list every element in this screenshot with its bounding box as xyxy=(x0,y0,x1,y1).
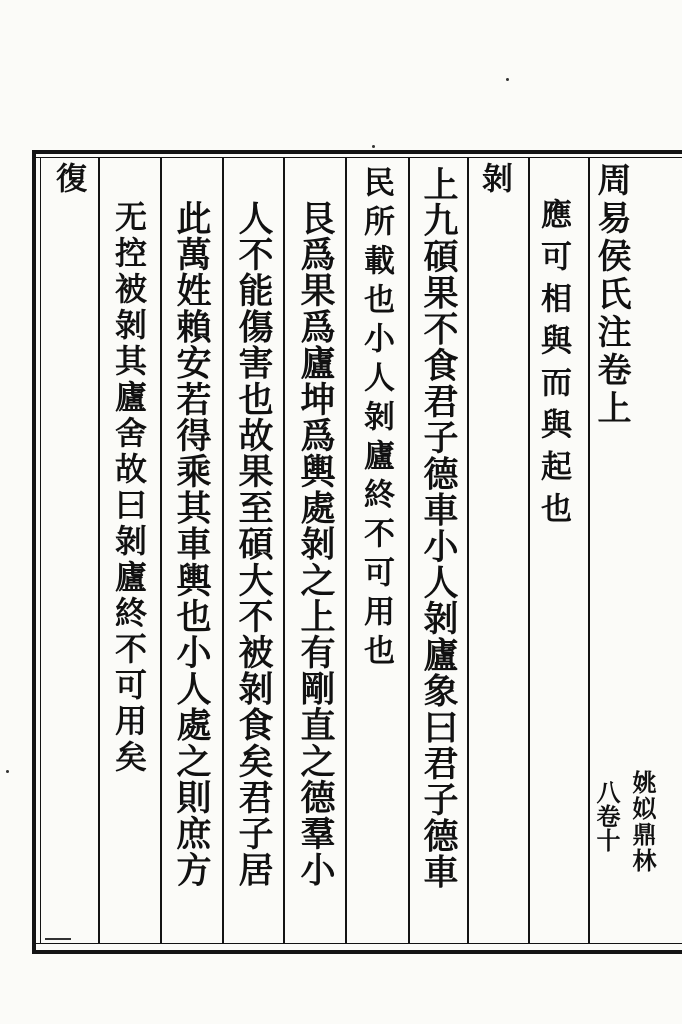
running-title: 周易侯氏注卷上 xyxy=(591,162,631,428)
column-divider xyxy=(98,157,100,944)
ink-speck xyxy=(45,938,71,940)
column-divider xyxy=(283,157,285,944)
hexagram-title-fu: 復 xyxy=(50,162,86,200)
text-column-3: 上九碩果不食君子德車小人剝廬象曰君子德車 xyxy=(418,166,459,890)
text-column-8: 无控被剝其廬舍故曰剝廬終不可用矣 xyxy=(110,200,148,776)
top-border-inner-line xyxy=(32,157,682,158)
column-divider xyxy=(345,157,347,944)
column-divider xyxy=(588,157,590,944)
ink-speck xyxy=(506,78,509,81)
column-divider xyxy=(467,157,469,944)
left-border-line xyxy=(32,150,36,954)
column-divider xyxy=(160,157,162,944)
column-divider xyxy=(222,157,224,944)
left-border-inner-line xyxy=(40,157,41,944)
top-border-line xyxy=(32,150,682,154)
bottom-border-inner-line xyxy=(32,943,682,944)
margin-note: 姚姒鼎林 xyxy=(628,770,657,874)
text-column-7: 此萬姓賴安若得乘其車輿也小人處之則庶方 xyxy=(171,200,212,888)
text-column-4: 民所載也小人剝廬終不可用也 xyxy=(358,166,394,673)
text-column-6: 人不能傷害也故果至碩大不被剝食矣君子居 xyxy=(233,200,274,888)
chapter-number: 八卷十 xyxy=(592,780,621,852)
ink-speck xyxy=(372,145,375,148)
column-divider xyxy=(408,157,410,944)
text-column-1: 應可相與而與起也 xyxy=(535,198,571,534)
hexagram-title-bo: 剝 xyxy=(476,162,512,200)
text-column-5: 艮爲果爲廬坤爲輿處剝之上有剛直之德羣小 xyxy=(295,200,336,888)
column-divider xyxy=(528,157,530,944)
ink-speck xyxy=(6,770,9,773)
bottom-border-line xyxy=(32,950,682,954)
